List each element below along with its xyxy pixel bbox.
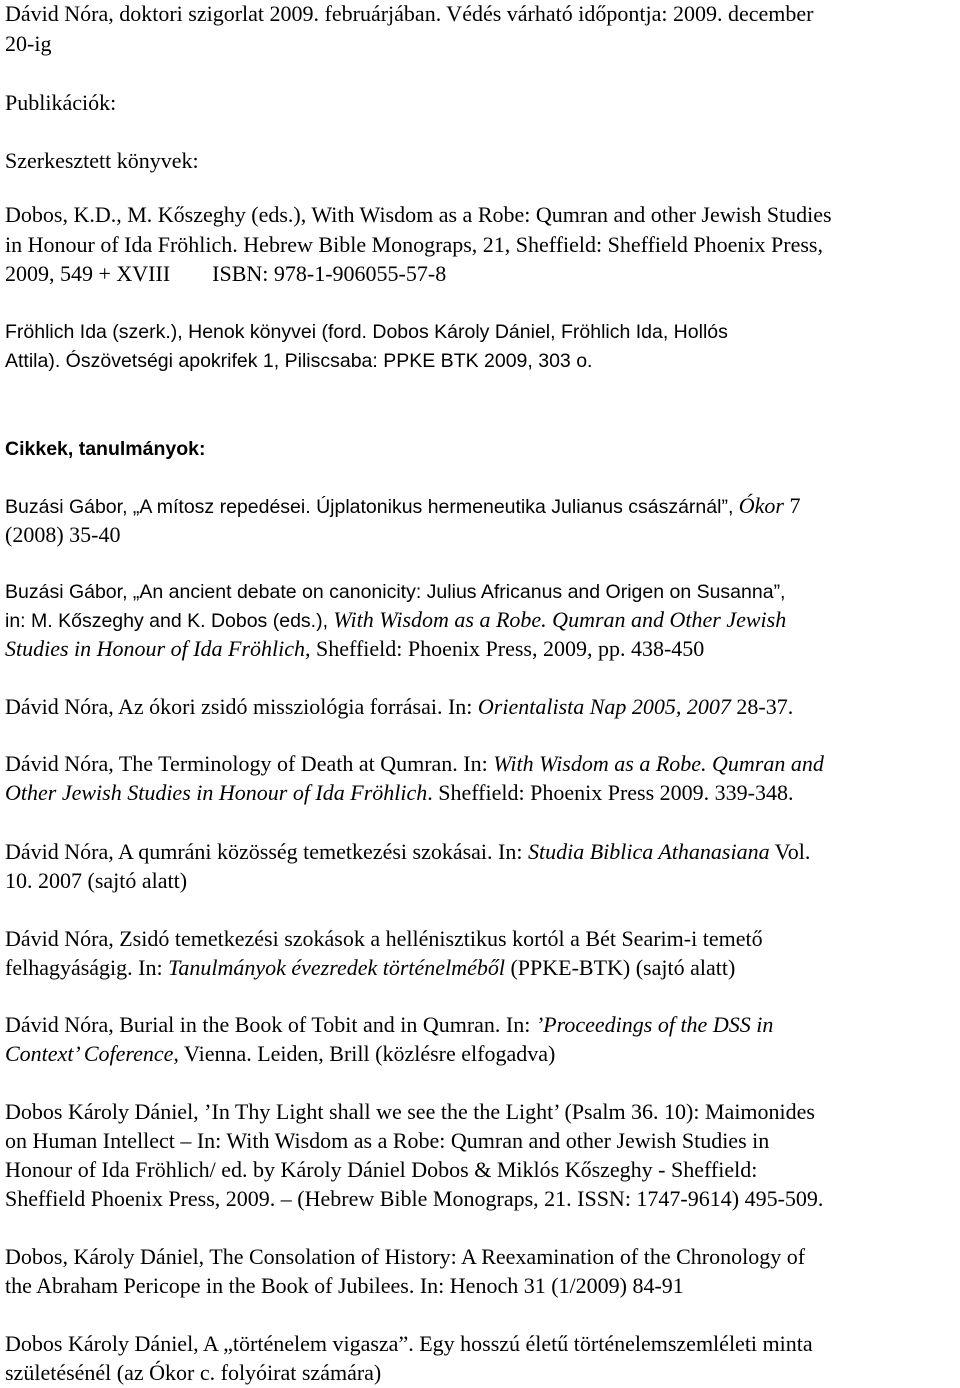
heading-edited-books: Szerkesztett könyvek:	[5, 148, 199, 173]
article-10-line-1: Dobos Károly Dániel, A „történelem vigasza”. Egy hosszú életű történelemszemléleti minta	[5, 1331, 813, 1356]
article-6-publisher: (PPKE-BTK) (sajtó alatt)	[504, 955, 736, 980]
article-3-text: Dávid Nóra, Az ókori zsidó missziológia forrásai. In:	[5, 694, 478, 719]
article-7-proceedings-cont: Context’ Coference	[5, 1041, 174, 1066]
article-4-book-title-cont: Other Jewish Studies in Honour of Ida Fröhlich	[5, 780, 428, 805]
heading-articles: Cikkek, tanulmányok:	[5, 438, 206, 460]
article-6-line-2	[5, 956, 735, 980]
article-7-text: Dávid Nóra, Burial in the Book of Tobit and in Qumran. In:	[5, 1012, 536, 1037]
edited-book-1-line-1: Dobos, K.D., M. Kőszeghy (eds.), With Wisdom as a Robe: Qumran and other Jewish Studies	[5, 202, 832, 227]
article-2-book-title: With Wisdom as a Robe. Qumran and Other Jewish	[333, 607, 787, 632]
article-4-book-title: With Wisdom as a Robe. Qumran and	[493, 751, 824, 776]
article-5-line-2: 10. 2007 (sajtó alatt)	[5, 868, 188, 893]
edited-book-1-pages: 2009, 549 + XVIII	[5, 261, 171, 286]
article-1-text: Buzási Gábor, „A mítosz repedései. Újplatonikus hermeneutika Julianus császárnál”,	[5, 496, 739, 518]
article-1-line-2: (2008) 35-40	[5, 522, 121, 547]
article-6-book-title: Tanulmányok évezredek történelméből	[168, 955, 505, 980]
article-9-line-2: the Abraham Pericope in the Book of Jubilees. In: Henoch 31 (1/2009) 84-91	[5, 1273, 684, 1298]
article-8-line-1: Dobos Károly Dániel, ’In Thy Light shall we see the the Light’ (Psalm 36. 10): Maimonides	[5, 1099, 815, 1124]
article-5-text: Dávid Nóra, A qumráni közösség temetkezési szokásai. In:	[5, 839, 528, 864]
article-2-line-2	[5, 608, 786, 633]
edited-book-1-line-3	[5, 262, 446, 286]
article-4-text: Dávid Nóra, The Terminology of Death at Qumran. In:	[5, 751, 494, 776]
article-6-line-1: Dávid Nóra, Zsidó temetkezési szokások a hellénisztikus kortól a Bét Searim-i temető	[5, 926, 763, 951]
article-10-line-2: születésénél (az Ókor c. folyóirat számára)	[5, 1360, 382, 1385]
article-8-line-4: Sheffield Phoenix Press, 2009. – (Hebrew Bible Monograps, 21. ISSN: 1747-9614) 495-509.	[5, 1186, 824, 1211]
article-8-line-2: on Human Intellect – In: With Wisdom as a Robe: Qumran and other Jewish Studies in	[5, 1128, 770, 1153]
article-2-publisher: , Sheffield: Phoenix Press, 2009, pp. 438-450	[305, 636, 705, 661]
article-5-journal: Studia Biblica Athanasiana	[527, 839, 770, 864]
article-1-line-1	[5, 494, 801, 519]
article-3-journal: Orientalista Nap 2005, 2007	[477, 694, 731, 719]
edited-book-1-line-2: in Honour of Ida Fröhlich. Hebrew Bible Monograps, 21, Sheffield: Sheffield Phoenix Press,	[5, 232, 823, 257]
article-7-line-1	[5, 1013, 773, 1037]
article-4-line-1	[5, 752, 824, 776]
edited-book-2-line-2: Attila). Ószövetségi apokrifek 1, Piliscsaba: PPKE BTK 2009, 303 o.	[5, 350, 593, 372]
article-7-publisher: , Vienna. Leiden, Brill (közlésre elfogadva)	[173, 1041, 556, 1066]
heading-publications: Publikációk:	[5, 90, 117, 115]
article-2-line-1: Buzási Gábor, „An ancient debate on canonicity: Julius Africanus and Origen on Susanna”,	[5, 581, 786, 603]
article-5-line-1	[5, 840, 810, 864]
article-2-line-3	[5, 637, 704, 661]
article-7-proceedings: ’Proceedings of the DSS in	[535, 1012, 774, 1037]
edited-book-1-isbn: ISBN: 978-1-906055-57-8	[212, 261, 447, 286]
article-8-line-3: Honour of Ida Fröhlich/ ed. by Károly Dániel Dobos & Miklós Kőszeghy - Sheffield:	[5, 1157, 758, 1182]
article-3	[5, 695, 793, 719]
article-3-pages: 28-37.	[730, 694, 794, 719]
article-1-journal: Ókor	[738, 493, 784, 518]
article-1-volume: 7	[784, 493, 801, 518]
article-9-line-1: Dobos, Károly Dániel, The Consolation of History: A Reexamination of the Chronology of	[5, 1244, 806, 1269]
article-4-line-2	[5, 781, 794, 805]
intro-line-2: 20-ig	[5, 31, 52, 56]
article-5-volume: Vol.	[769, 839, 811, 864]
article-2-book-title-cont: Studies in Honour of Ida Fröhlich	[5, 636, 306, 661]
article-2-editors: in: M. Kőszeghy and K. Dobos (eds.),	[5, 610, 334, 632]
intro-line-1: Dávid Nóra, doktori szigorlat 2009. februárjában. Védés várható időpontja: 2009. december	[5, 1, 814, 26]
edited-book-2-line-1: Fröhlich Ida (szerk.), Henok könyvei (ford. Dobos Károly Dániel, Fröhlich Ida, Hollós	[5, 321, 728, 343]
article-4-publisher: . Sheffield: Phoenix Press 2009. 339-348.	[427, 780, 794, 805]
article-7-line-2	[5, 1042, 555, 1066]
article-6-text: felhagyáságig. In:	[5, 955, 169, 980]
